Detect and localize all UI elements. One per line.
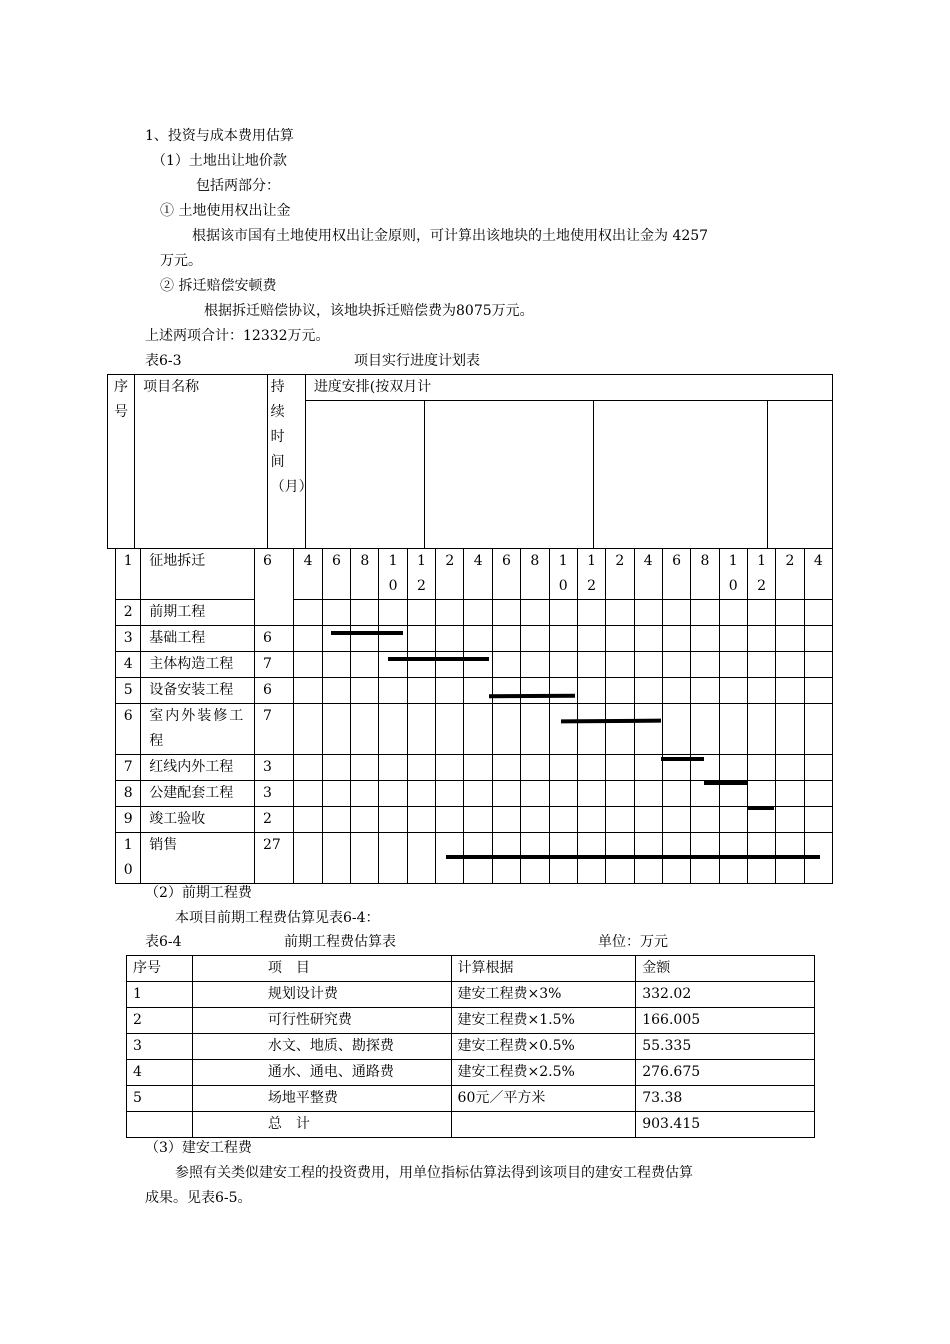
month-label: 8 bbox=[691, 549, 719, 600]
schedule-cell bbox=[719, 600, 747, 626]
schedule-cell bbox=[492, 652, 520, 678]
schedule-cell bbox=[804, 755, 832, 781]
table64-row bbox=[127, 982, 815, 1008]
month-label: 4 bbox=[804, 549, 832, 600]
schedule-cell bbox=[351, 755, 379, 781]
schedule-cell bbox=[492, 704, 520, 755]
schedule-cell bbox=[606, 704, 634, 755]
table64-row bbox=[127, 1060, 815, 1086]
gantt-bar-decoration bbox=[561, 719, 661, 724]
table64-header-cell: 项 目 bbox=[192, 956, 451, 982]
schedule-cell bbox=[606, 652, 634, 678]
schedule-cell bbox=[549, 704, 577, 755]
table64-cell: 规划设计费 bbox=[192, 982, 451, 1008]
schedule-cell bbox=[719, 678, 747, 704]
schedule-cell bbox=[577, 652, 605, 678]
table64-cell: 场地平整费 bbox=[192, 1086, 451, 1112]
schedule-cell bbox=[464, 626, 492, 652]
header-no-text: 序号 bbox=[114, 379, 129, 420]
schedule-cell bbox=[549, 678, 577, 704]
schedule-cell bbox=[662, 652, 690, 678]
schedule-cell bbox=[747, 600, 775, 626]
schedule-cell bbox=[436, 755, 464, 781]
schedule-cell bbox=[407, 600, 435, 626]
subsection-land-price: （1）土地出让地价款 bbox=[152, 153, 287, 169]
table64-row bbox=[127, 1008, 815, 1034]
row-no: 6 bbox=[116, 704, 141, 755]
schedule-cell bbox=[407, 704, 435, 755]
schedule-row bbox=[116, 755, 833, 781]
schedule-block-2 bbox=[425, 401, 594, 549]
table64-cell: 水文、地质、勘探费 bbox=[192, 1034, 451, 1060]
schedule-cell bbox=[322, 755, 350, 781]
schedule-cell bbox=[322, 678, 350, 704]
month-label: 2 bbox=[606, 549, 634, 600]
row-no: 4 bbox=[116, 652, 141, 678]
gantt-bar-main-structure bbox=[388, 657, 489, 661]
schedule-cell bbox=[436, 600, 464, 626]
header-duration-text: 持续时间（月） bbox=[270, 379, 313, 495]
schedule-cell bbox=[464, 755, 492, 781]
schedule-cell bbox=[691, 600, 719, 626]
schedule-cell bbox=[662, 781, 690, 807]
schedule-block-4 bbox=[767, 401, 832, 549]
schedule-cell bbox=[634, 626, 662, 652]
schedule-table-header bbox=[107, 374, 833, 549]
schedule-row bbox=[116, 678, 833, 704]
row-no: 5 bbox=[116, 678, 141, 704]
schedule-cell bbox=[492, 781, 520, 807]
gantt-bar-foundation bbox=[331, 631, 403, 635]
schedule-cell bbox=[662, 704, 690, 755]
table63-label: 表6-3 bbox=[145, 353, 182, 369]
schedule-row bbox=[116, 626, 833, 652]
schedule-cell bbox=[294, 652, 322, 678]
schedule-cell bbox=[634, 600, 662, 626]
table64-cell: 3 bbox=[127, 1034, 193, 1060]
table64-row bbox=[127, 1034, 815, 1060]
schedule-cell bbox=[407, 626, 435, 652]
schedule-cell bbox=[634, 781, 662, 807]
schedule-cell bbox=[351, 652, 379, 678]
schedule-cell bbox=[776, 678, 804, 704]
schedule-cell bbox=[691, 704, 719, 755]
schedule-cell bbox=[634, 704, 662, 755]
schedule-cell bbox=[691, 626, 719, 652]
row-duration: 27 bbox=[255, 833, 294, 884]
table64-cell: 通水、通电、通路费 bbox=[192, 1060, 451, 1086]
schedule-cell bbox=[322, 704, 350, 755]
schedule-cell bbox=[521, 678, 549, 704]
row-no: 2 bbox=[116, 600, 141, 626]
schedule-cell bbox=[691, 678, 719, 704]
schedule-cell bbox=[634, 652, 662, 678]
schedule-cell bbox=[577, 781, 605, 807]
schedule-cell bbox=[634, 807, 662, 833]
row-no: 3 bbox=[116, 626, 141, 652]
table64-cell: 166.005 bbox=[636, 1008, 815, 1034]
row-name: 室内外装修工程 bbox=[141, 704, 255, 755]
schedule-cell bbox=[662, 600, 690, 626]
schedule-cell bbox=[549, 781, 577, 807]
month-label: 6 bbox=[322, 549, 350, 600]
schedule-cell bbox=[776, 652, 804, 678]
month-label: 2 bbox=[436, 549, 464, 600]
month-label: 10 bbox=[379, 549, 407, 600]
schedule-cell bbox=[521, 652, 549, 678]
schedule-cell bbox=[606, 755, 634, 781]
schedule-cell bbox=[294, 833, 322, 884]
schedule-cell bbox=[379, 652, 407, 678]
schedule-row bbox=[116, 600, 833, 626]
schedule-cell bbox=[776, 755, 804, 781]
table64-cell: 73.38 bbox=[636, 1086, 815, 1112]
schedule-cell bbox=[379, 704, 407, 755]
schedule-cell bbox=[379, 807, 407, 833]
schedule-cell bbox=[294, 626, 322, 652]
schedule-cell bbox=[719, 755, 747, 781]
table64-header-cell: 序号 bbox=[127, 956, 193, 982]
schedule-block-1 bbox=[305, 401, 424, 549]
table64-header-cell: 计算根据 bbox=[451, 956, 636, 982]
schedule-cell bbox=[747, 678, 775, 704]
month-label: 4 bbox=[294, 549, 322, 600]
schedule-cell bbox=[634, 678, 662, 704]
item-land-transfer-title: ① 土地使用权出让金 bbox=[160, 203, 291, 219]
schedule-cell bbox=[577, 678, 605, 704]
schedule-cell bbox=[436, 652, 464, 678]
schedule-cell bbox=[407, 781, 435, 807]
month-label: 12 bbox=[747, 549, 775, 600]
schedule-cell bbox=[577, 600, 605, 626]
schedule-cell bbox=[804, 678, 832, 704]
schedule-cell bbox=[719, 626, 747, 652]
schedule-cell bbox=[351, 833, 379, 884]
schedule-cell bbox=[379, 600, 407, 626]
row-name: 红线内外工程 bbox=[141, 755, 255, 781]
table64-cell: 903.415 bbox=[636, 1112, 815, 1138]
schedule-cell bbox=[719, 652, 747, 678]
row-duration: 7 bbox=[255, 704, 294, 755]
schedule-cell bbox=[606, 626, 634, 652]
schedule-cell bbox=[322, 807, 350, 833]
schedule-cell bbox=[464, 781, 492, 807]
schedule-cell bbox=[492, 600, 520, 626]
preliminary-cost-table bbox=[126, 955, 815, 1138]
schedule-cell bbox=[322, 652, 350, 678]
schedule-cell bbox=[606, 781, 634, 807]
schedule-cell bbox=[379, 781, 407, 807]
month-label: 4 bbox=[634, 549, 662, 600]
schedule-cell bbox=[322, 781, 350, 807]
schedule-cell bbox=[464, 600, 492, 626]
schedule-cell bbox=[804, 704, 832, 755]
month-label: 4 bbox=[464, 549, 492, 600]
row-name: 前期工程 bbox=[141, 600, 255, 626]
table64-cell: 55.335 bbox=[636, 1034, 815, 1060]
schedule-cell bbox=[776, 807, 804, 833]
gantt-bar-public-facilities bbox=[704, 781, 747, 785]
schedule-cell bbox=[549, 626, 577, 652]
table64-cell: 总 计 bbox=[192, 1112, 451, 1138]
month-label: 12 bbox=[407, 549, 435, 600]
schedule-cell bbox=[747, 755, 775, 781]
schedule-cell bbox=[577, 626, 605, 652]
row-name: 销售 bbox=[141, 833, 255, 884]
month-label: 12 bbox=[577, 549, 605, 600]
section-heading: 1、投资与成本费用估算 bbox=[145, 128, 294, 144]
schedule-cell bbox=[407, 678, 435, 704]
row-name: 征地拆迁 bbox=[141, 549, 255, 600]
table63-title: 项目实行进度计划表 bbox=[354, 353, 480, 369]
schedule-cell bbox=[549, 755, 577, 781]
table64-cell: 建安工程费×3% bbox=[451, 982, 636, 1008]
schedule-cell bbox=[294, 704, 322, 755]
schedule-cell bbox=[322, 626, 350, 652]
schedule-cell bbox=[294, 781, 322, 807]
schedule-cell bbox=[549, 807, 577, 833]
schedule-cell bbox=[606, 678, 634, 704]
schedule-cell bbox=[351, 807, 379, 833]
schedule-cell bbox=[577, 704, 605, 755]
schedule-cell bbox=[804, 652, 832, 678]
schedule-cell bbox=[691, 807, 719, 833]
row-no: 8 bbox=[116, 781, 141, 807]
schedule-cell bbox=[407, 833, 435, 884]
schedule-cell bbox=[549, 652, 577, 678]
schedule-cell bbox=[577, 807, 605, 833]
schedule-cell bbox=[436, 807, 464, 833]
schedule-cell bbox=[492, 626, 520, 652]
row-name: 主体构造工程 bbox=[141, 652, 255, 678]
table64-cell: 建安工程费×0.5% bbox=[451, 1034, 636, 1060]
row-no: 10 bbox=[116, 833, 141, 884]
schedule-cell bbox=[662, 807, 690, 833]
schedule-cell bbox=[436, 678, 464, 704]
row-duration: 3 bbox=[255, 755, 294, 781]
item-relocation-text: 根据拆迁赔偿协议，该地块拆迁赔偿费为8075万元。 bbox=[204, 303, 534, 319]
schedule-cell bbox=[577, 755, 605, 781]
row-duration: 2 bbox=[255, 807, 294, 833]
row-no: 1 bbox=[116, 549, 141, 600]
schedule-cell bbox=[606, 600, 634, 626]
schedule-cell bbox=[379, 678, 407, 704]
schedule-cell bbox=[294, 755, 322, 781]
item-land-transfer-text-cont: 万元。 bbox=[160, 253, 202, 269]
schedule-cell bbox=[294, 600, 322, 626]
schedule-cell bbox=[691, 652, 719, 678]
table64-cell: 1 bbox=[127, 982, 193, 1008]
schedule-cell bbox=[747, 626, 775, 652]
schedule-cell bbox=[464, 704, 492, 755]
header-name: 项目名称 bbox=[135, 375, 268, 549]
month-label: 10 bbox=[549, 549, 577, 600]
schedule-cell bbox=[662, 626, 690, 652]
schedule-cell bbox=[549, 600, 577, 626]
schedule-cell bbox=[521, 600, 549, 626]
schedule-cell bbox=[294, 678, 322, 704]
row-no: 9 bbox=[116, 807, 141, 833]
table64-cell: 5 bbox=[127, 1086, 193, 1112]
schedule-cell bbox=[407, 755, 435, 781]
schedule-cell bbox=[436, 704, 464, 755]
schedule-cell bbox=[464, 652, 492, 678]
schedule-cell bbox=[322, 600, 350, 626]
table64-cell: 60元／平方米 bbox=[451, 1086, 636, 1112]
schedule-cell bbox=[492, 807, 520, 833]
schedule-cell bbox=[662, 678, 690, 704]
table64-row bbox=[127, 1086, 815, 1112]
schedule-cell bbox=[747, 781, 775, 807]
schedule-row bbox=[116, 652, 833, 678]
row-name: 竣工验收 bbox=[141, 807, 255, 833]
table64-title: 前期工程费估算表 bbox=[284, 934, 396, 950]
schedule-cell bbox=[379, 755, 407, 781]
table64-cell: 2 bbox=[127, 1008, 193, 1034]
schedule-cell bbox=[521, 755, 549, 781]
schedule-cell bbox=[322, 833, 350, 884]
schedule-cell bbox=[464, 807, 492, 833]
table64-cell: 建安工程费×1.5% bbox=[451, 1008, 636, 1034]
month-label: 8 bbox=[351, 549, 379, 600]
item-relocation-title: ② 拆迁赔偿安顿费 bbox=[160, 278, 277, 294]
item-land-transfer-text: 根据该市国有土地使用权出让金原则，可计算出该地块的土地使用权出让金为 4257 bbox=[192, 228, 709, 244]
schedule-cell bbox=[804, 781, 832, 807]
schedule-cell bbox=[747, 704, 775, 755]
schedule-cell bbox=[776, 626, 804, 652]
schedule-cell bbox=[776, 600, 804, 626]
row-duration: 7 bbox=[255, 652, 294, 678]
subsection-preliminary: （2）前期工程费 bbox=[145, 885, 252, 901]
row-duration: 6 bbox=[255, 626, 294, 652]
schedule-cell bbox=[464, 678, 492, 704]
table64-unit: 单位：万元 bbox=[598, 934, 668, 950]
table64-header-row bbox=[127, 956, 815, 982]
table64-label: 表6-4 bbox=[145, 934, 182, 950]
month-label: 6 bbox=[492, 549, 520, 600]
schedule-cell bbox=[804, 807, 832, 833]
schedule-block-3 bbox=[593, 401, 767, 549]
schedule-cell bbox=[719, 704, 747, 755]
schedule-cell bbox=[719, 807, 747, 833]
table64-header-cell: 金额 bbox=[636, 956, 815, 982]
schedule-row bbox=[116, 549, 833, 600]
schedule-cell bbox=[351, 600, 379, 626]
schedule-cell bbox=[436, 781, 464, 807]
month-label: 2 bbox=[776, 549, 804, 600]
schedule-cell bbox=[804, 600, 832, 626]
schedule-cell bbox=[521, 807, 549, 833]
schedule-cell bbox=[492, 678, 520, 704]
land-total: 上述两项合计：12332万元。 bbox=[145, 328, 330, 344]
header-duration bbox=[267, 375, 313, 549]
table64-cell: 276.675 bbox=[636, 1060, 815, 1086]
schedule-cell bbox=[407, 807, 435, 833]
schedule-cell bbox=[521, 704, 549, 755]
schedule-cell bbox=[521, 781, 549, 807]
schedule-row bbox=[116, 807, 833, 833]
preliminary-intro: 本项目前期工程费估算见表6-4： bbox=[175, 910, 380, 926]
table64-cell bbox=[127, 1112, 193, 1138]
construction-text: 参照有关类似建安工程的投资费用，用单位指标估算法得到该项目的建安工程费估算 bbox=[175, 1165, 693, 1181]
row-duration: 3 bbox=[255, 781, 294, 807]
gantt-bar-sales bbox=[446, 855, 820, 859]
schedule-cell bbox=[776, 781, 804, 807]
schedule-cell bbox=[776, 704, 804, 755]
row-name: 公建配套工程 bbox=[141, 781, 255, 807]
schedule-cell bbox=[747, 807, 775, 833]
row-duration: 6 bbox=[255, 549, 294, 626]
header-no bbox=[108, 375, 135, 549]
table64-cell: 可行性研究费 bbox=[192, 1008, 451, 1034]
schedule-cell bbox=[804, 626, 832, 652]
schedule-cell bbox=[351, 781, 379, 807]
schedule-cell bbox=[379, 833, 407, 884]
month-label: 6 bbox=[662, 549, 690, 600]
schedule-cell bbox=[379, 626, 407, 652]
schedule-cell bbox=[351, 704, 379, 755]
header-schedule: 进度安排(按双月计 bbox=[305, 375, 832, 401]
table64-cell: 332.02 bbox=[636, 982, 815, 1008]
gantt-bar-equipment bbox=[489, 694, 575, 699]
schedule-cell bbox=[351, 626, 379, 652]
row-duration: 6 bbox=[255, 678, 294, 704]
schedule-cell bbox=[492, 755, 520, 781]
schedule-cell bbox=[436, 626, 464, 652]
schedule-table bbox=[115, 548, 833, 884]
table64-cell bbox=[451, 1112, 636, 1138]
row-name: 基础工程 bbox=[141, 626, 255, 652]
table64-cell: 建安工程费×2.5% bbox=[451, 1060, 636, 1086]
construction-text-cont: 成果。见表6-5。 bbox=[145, 1190, 252, 1206]
gantt-bar-redline bbox=[661, 757, 704, 761]
row-no: 7 bbox=[116, 755, 141, 781]
schedule-cell bbox=[606, 807, 634, 833]
schedule-cell bbox=[521, 626, 549, 652]
subsection-construction: （3）建安工程费 bbox=[145, 1140, 252, 1156]
table64-row bbox=[127, 1112, 815, 1138]
schedule-cell bbox=[351, 678, 379, 704]
table64-cell: 4 bbox=[127, 1060, 193, 1086]
schedule-cell bbox=[407, 652, 435, 678]
schedule-cell bbox=[747, 652, 775, 678]
gantt-bar-acceptance bbox=[747, 806, 774, 810]
row-name: 设备安装工程 bbox=[141, 678, 255, 704]
month-label: 8 bbox=[521, 549, 549, 600]
schedule-cell bbox=[294, 807, 322, 833]
includes-text: 包括两部分： bbox=[196, 178, 280, 194]
schedule-row bbox=[116, 704, 833, 755]
schedule-cell bbox=[634, 755, 662, 781]
month-label: 10 bbox=[719, 549, 747, 600]
